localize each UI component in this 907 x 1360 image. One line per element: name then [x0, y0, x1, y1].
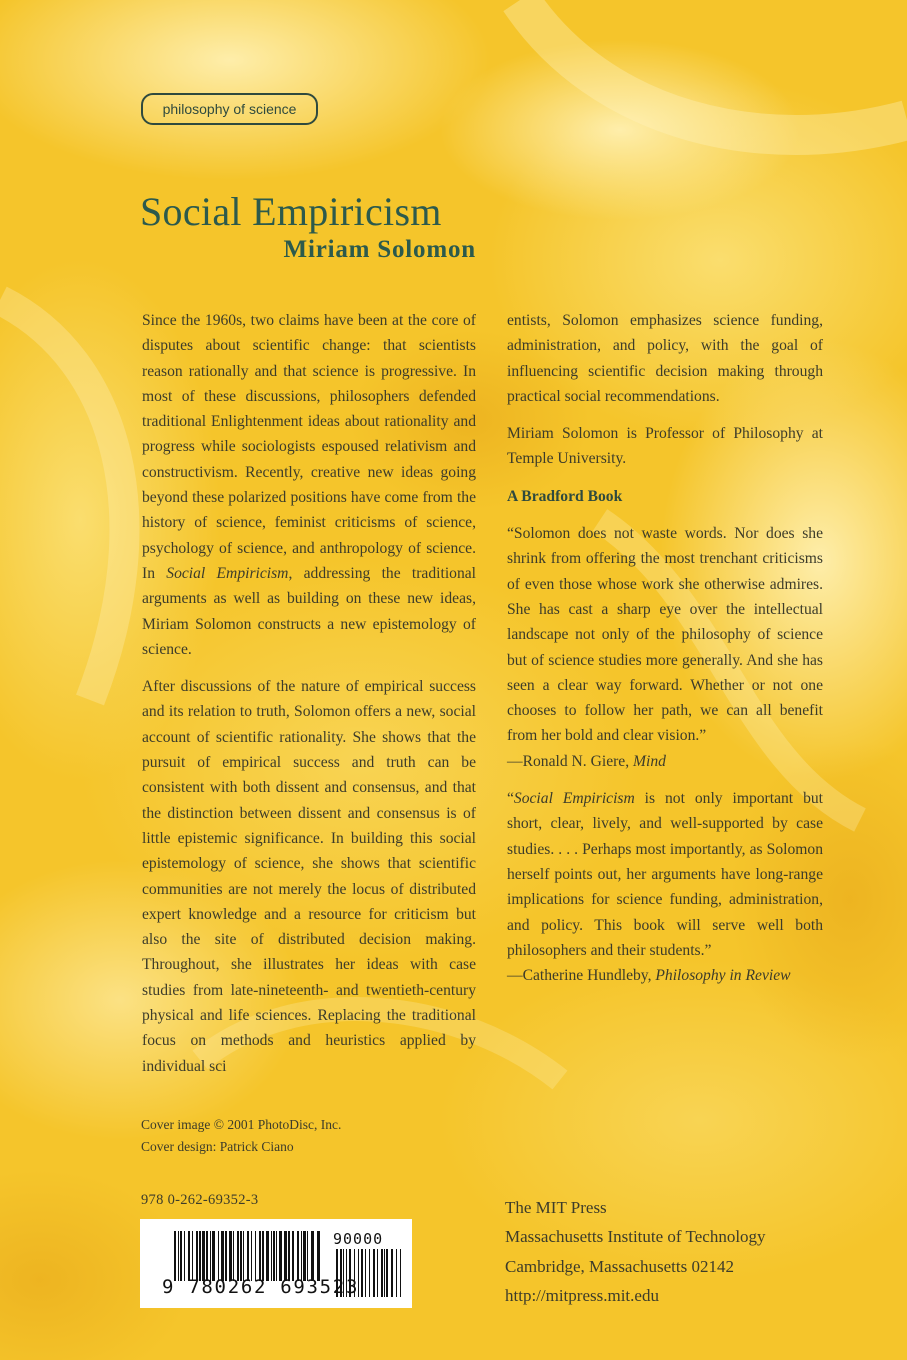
barcode-bar	[301, 1231, 302, 1281]
publisher-name: The MIT Press	[505, 1198, 607, 1217]
review-1-attribution: —Ronald N. Giere,	[507, 752, 634, 770]
imprint-label: A Bradford Book	[507, 487, 623, 505]
barcode-bar	[307, 1231, 308, 1281]
book-author: Miriam Solomon	[283, 236, 476, 263]
barcode-bar	[317, 1231, 320, 1281]
series-label: philosophy of science	[141, 93, 318, 125]
review-1-source: Mind	[633, 752, 666, 770]
barcode-bar	[221, 1231, 224, 1281]
barcode-bar	[196, 1231, 198, 1281]
barcode-bar	[311, 1231, 314, 1281]
barcode-bar	[174, 1231, 176, 1281]
barcode-bar	[225, 1231, 227, 1281]
barcode-bar	[218, 1231, 219, 1281]
barcode-addon-bar	[365, 1249, 366, 1297]
publisher-institution: Massachusetts Institute of Technology	[505, 1227, 766, 1247]
barcode-bar	[199, 1231, 201, 1281]
cover-design-credit: Cover design: Patrick Ciano	[141, 1139, 294, 1154]
barcode-bar	[206, 1231, 208, 1281]
book-title: Social Empiricism	[140, 189, 442, 234]
barcode-bar	[192, 1231, 193, 1281]
review-quote-2: “Social Empiricism is not only important but short, clear, lively, and well-supported by case studies. . . . Perhaps most importantly, as Solomon herself points out, her arguments have long-range implications for science funding, administration, and policy. This book will serve well both philosophers and their students.” —Catherine Hundleby, Philosophy in Review	[507, 790, 823, 985]
barcode-addon-digits: 90000	[333, 1230, 384, 1248]
barcode-addon-bar	[369, 1249, 370, 1297]
barcode-addon-bar	[361, 1249, 363, 1297]
barcode-bar	[284, 1231, 287, 1281]
barcode-digits: 9 780262 693523	[162, 1276, 360, 1298]
barcode-bar	[297, 1231, 299, 1281]
barcode-bar	[202, 1231, 205, 1281]
barcode-bar	[288, 1231, 290, 1281]
description-paragraph-2: After discussions of the nature of empirical success and its relation to truth, Solomon offers a new, social account of scientific rationality. She shows that the pursuit of empirical success and truth can be consistent with both dissent and consensus, and that the distinction between dissent and consensus is of little epistemic significance. In building this social epistemology of science, she shows that scientific communities are not merely the locus of distributed expert knowledge and a resource for criticism but also the site of distributed decision making. Throughout, she illustrates her ideas with case studies from late-nineteenth- and twentieth-century physical and life sciences. Replacing the traditional focus on methods and heuristics applied by individual sci	[142, 678, 476, 1075]
publisher-info	[505, 1193, 766, 1310]
barcode-bar	[292, 1231, 294, 1281]
barcode-bar	[237, 1231, 239, 1281]
barcode-bar	[178, 1231, 179, 1281]
title-reference: Social Empiricism	[166, 564, 289, 582]
barcode-bar	[188, 1231, 190, 1281]
barcode-bar	[212, 1231, 215, 1281]
barcode-addon-bar	[391, 1249, 393, 1297]
barcode-addon-bar	[377, 1249, 378, 1297]
review-2-source: Philosophy in Review	[655, 967, 791, 985]
barcode-bar	[210, 1231, 211, 1281]
barcode-bar	[240, 1231, 242, 1281]
author-bio: Miriam Solomon is Professor of Philosophy at Temple University.	[507, 425, 823, 468]
barcode-bar	[262, 1231, 264, 1281]
barcode-addon-bar	[396, 1249, 397, 1297]
barcode-addon-bar	[384, 1249, 385, 1297]
description-paragraph-1: Since the 1960s, two claims have been at the core of disputes about scientific change: that scientists reason rationally and that science is progressive. In most of these discussions, philosophers defended traditional Enlightenment ideas about rationality and progress while sociologists espoused relativism and constructivism. Recently, creative new ideas going beyond these polarized positions have come from the history of science, feminist criticisms of science, psychology of science, and anthropology of science. In Social Empiricism, addressing the traditional arguments as well as building on these new ideas, Miriam Solomon constructs a new epistemology of science.	[142, 312, 476, 658]
barcode-bar	[184, 1231, 185, 1281]
barcode-bar	[243, 1231, 244, 1281]
barcode-bar	[229, 1231, 232, 1281]
description-right-column	[507, 308, 823, 988]
isbn-number: 978 0-262-69352-3	[141, 1192, 259, 1208]
barcode-bar	[271, 1231, 272, 1281]
barcode-addon-bar	[373, 1249, 375, 1297]
review-2-attribution: —Catherine Hundleby,	[507, 967, 656, 985]
barcode-bar	[276, 1231, 277, 1281]
barcode-bar	[273, 1231, 275, 1281]
barcode-addon-bar	[386, 1249, 388, 1297]
barcode-bar	[247, 1231, 249, 1281]
barcode-addon-bar	[400, 1249, 401, 1297]
barcode-bar	[266, 1231, 269, 1281]
barcode-bar	[279, 1231, 282, 1281]
description-left-column	[142, 308, 476, 1079]
review-quote-1: “Solomon does not waste words. Nor does she shrink from offering the most trenchant criticisms of even those whose work she otherwise admires. She has cast a sharp eye over the intellectual landscape not only of the philosophy of science but of science studies more generally. And she has seen a clear way forward. Whether or not one chooses to follow her path, we can all benefit from her bold and clear vision.” —Ronald N. Giere, Mind	[507, 525, 823, 770]
description-paragraph-2-continued: entists, Solomon emphasizes science funding, administration, and policy, with the goal of influencing scientific decision making through practical social recommendations.	[507, 312, 823, 405]
publisher-city: Cambridge, Massachusetts 02142	[505, 1256, 734, 1276]
barcode-addon-bar	[381, 1249, 383, 1297]
cover-credits	[141, 1114, 341, 1158]
barcode-bar	[259, 1231, 261, 1281]
publisher-url[interactable]: http://mitpress.mit.edu	[505, 1285, 659, 1305]
barcode-bar	[251, 1231, 252, 1281]
title-reference: Social Empiricism	[513, 790, 635, 808]
barcode-bar	[180, 1231, 182, 1281]
barcode-bar	[233, 1231, 234, 1281]
barcode-bar	[303, 1231, 306, 1281]
barcode-bar	[255, 1231, 256, 1281]
cover-image-credit: Cover image © 2001 PhotoDisc, Inc.	[141, 1117, 342, 1132]
